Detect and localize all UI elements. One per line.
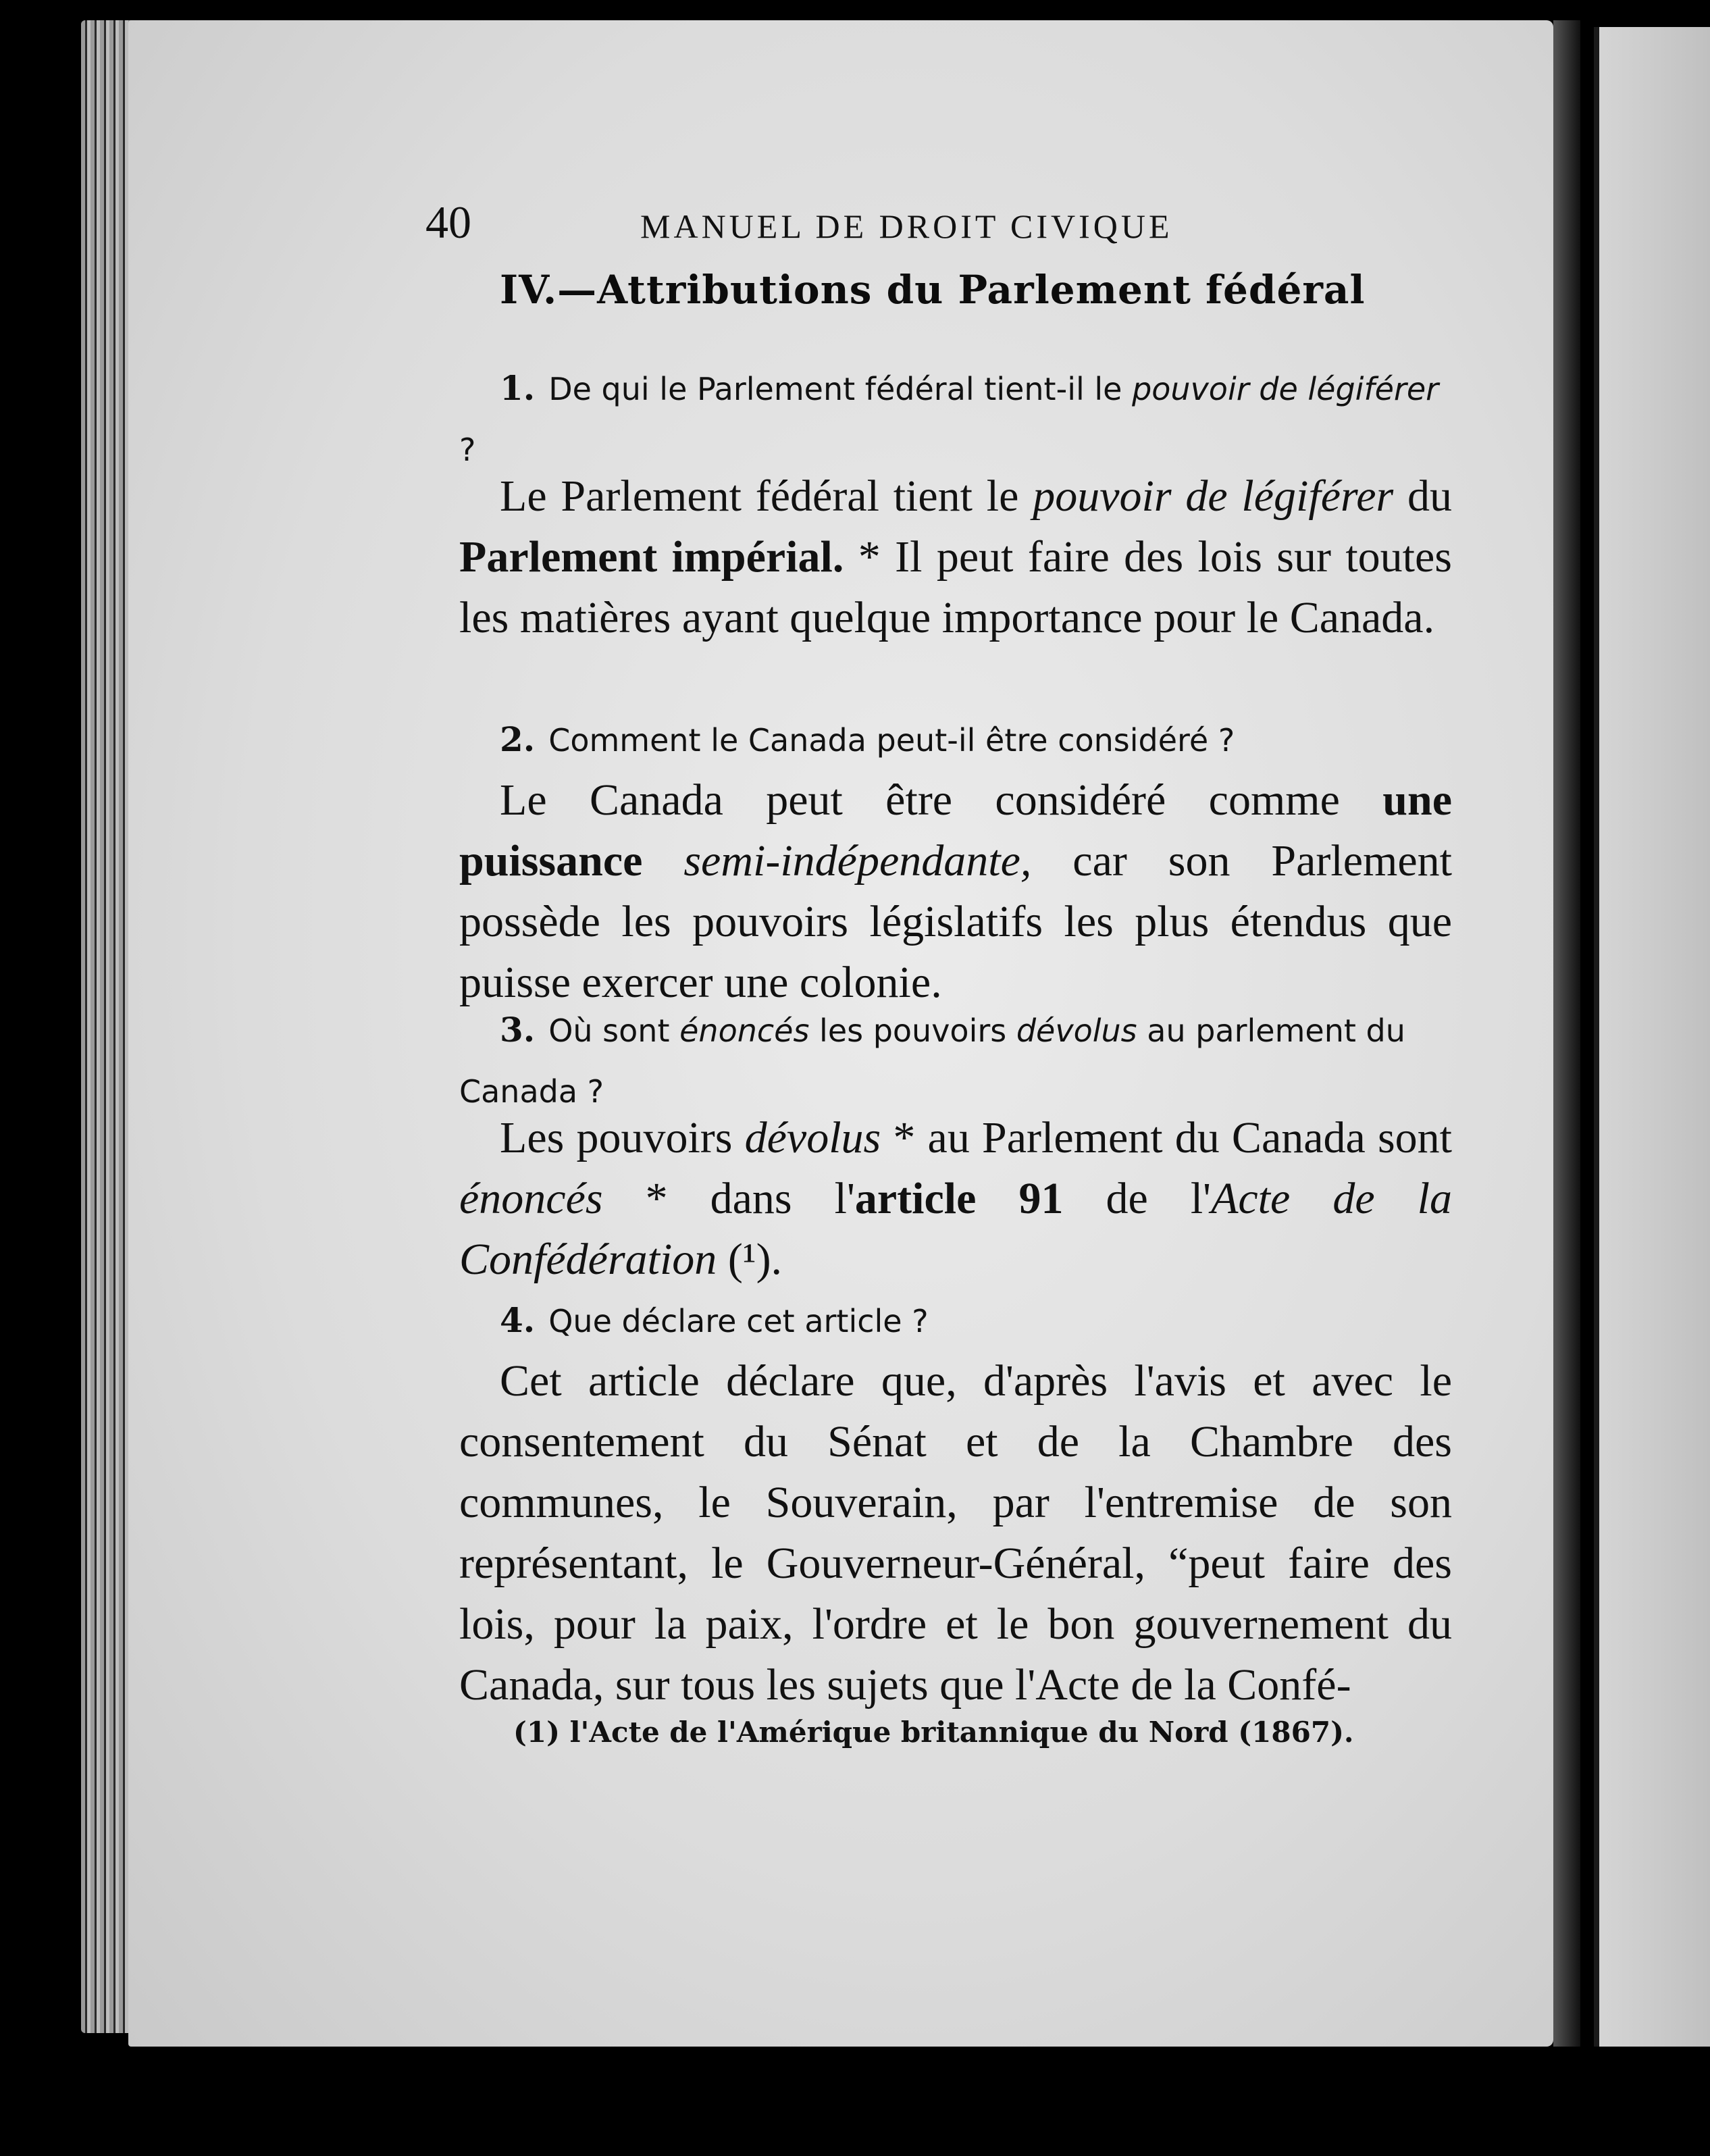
question-number: 1. [500, 368, 536, 408]
facing-page-edge [1594, 27, 1710, 2047]
gutter-shadow [1553, 20, 1580, 2047]
question-number: 4. [500, 1300, 536, 1340]
answer-3 [459, 1108, 1452, 1290]
answer-text: Cet article déclare que, d'après l'avis et avec le consentement du Sénat et de la Chambre des communes, le Souverain, par l'entremise de son représentant, le Gouverneur-Général, “peut faire des lois, pour la paix, l'ordre et le bon gouvernement du Canada, sur tous les sujets que l'Acte de la Confé- [459, 1356, 1452, 1710]
answer-text: * Il peut faire des lois sur toutes les matières ayant quelque importance pour le Canada. [459, 532, 1452, 642]
answer-bold: article 91 [854, 1174, 1064, 1223]
running-title: MANUEL DE DROIT CIVIQUE [640, 207, 1173, 245]
answer-italic: semi-indépendante, [683, 836, 1032, 886]
question-text: Où sont [548, 1012, 680, 1049]
page-number: 40 [425, 197, 471, 248]
answer-text: de l' [1063, 1174, 1212, 1223]
answer-text: (¹). [717, 1235, 783, 1284]
question-1 [459, 358, 1452, 480]
answer-text: Le Parlement fédéral tient le [500, 471, 1033, 521]
page-header [425, 196, 1405, 249]
question-text: les pouvoirs [809, 1012, 1016, 1049]
question-italic: dévolus [1016, 1012, 1137, 1049]
section-title: IV.—Attributions du Parlement fédéral [500, 267, 1366, 313]
question-text: ? [459, 432, 476, 468]
question-text: Que déclare cet article ? [548, 1303, 929, 1339]
question-italic: pouvoir de légiférer [1132, 371, 1439, 407]
answer-1 [459, 466, 1452, 648]
question-text: Comment le Canada peut-il être considéré ? [548, 722, 1235, 759]
answer-text: Les pouvoirs [500, 1113, 745, 1162]
answer-italic: énoncés [459, 1174, 603, 1223]
answer-text [642, 836, 683, 886]
answer-italic: dévolus [744, 1113, 881, 1162]
answer-bold: une puissance [459, 775, 1452, 886]
answer-italic: pouvoir de légiférer [1033, 471, 1394, 521]
question-number: 2. [500, 719, 536, 759]
question-italic: énoncés [679, 1012, 810, 1049]
question-text: au parlement du Canada ? [459, 1012, 1405, 1110]
answer-text: du [1393, 471, 1453, 521]
question-2 [459, 709, 1452, 771]
answer-text: * au Parlement du Canada sont [881, 1113, 1453, 1162]
answer-text: Le Canada peut être considéré comme [500, 775, 1383, 825]
answer-2 [459, 770, 1452, 1013]
question-text: De qui le Parlement fédéral tient-il le [548, 371, 1133, 407]
answer-text: car son Parlement possède les pouvoirs législatifs les plus étendus que puisse exercer une colonie. [459, 836, 1453, 1007]
question-3 [459, 1000, 1452, 1122]
answer-text: * dans l' [602, 1174, 855, 1223]
question-4 [459, 1290, 1452, 1352]
question-number: 3. [500, 1010, 536, 1050]
answer-bold: Parlement impérial. [459, 532, 844, 582]
footnote: (1) l'Acte de l'Amérique britannique du Nord (1867). [513, 1716, 1354, 1749]
answer-italic: Acte de la Confédération [459, 1174, 1452, 1284]
answer-4 [459, 1351, 1452, 1716]
